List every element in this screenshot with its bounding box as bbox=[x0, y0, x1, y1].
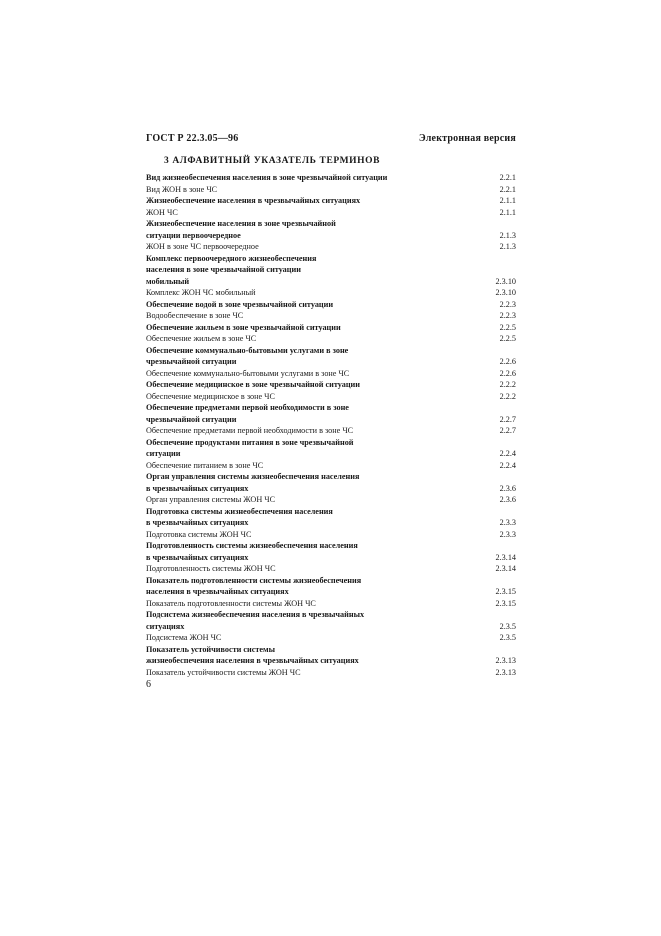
index-entry-abbrev bbox=[146, 184, 516, 196]
entry-reference: 2.2.1 bbox=[499, 173, 516, 182]
entry-term: Обеспечение медицинское в зоне ЧС bbox=[146, 391, 275, 401]
entry-reference: 2.3.14 bbox=[495, 564, 516, 573]
entry-reference: 2.3.10 bbox=[495, 276, 516, 286]
entry-reference: 2.2.2 bbox=[499, 380, 516, 389]
entry-reference: 2.3.10 bbox=[495, 288, 516, 297]
index-entry-term bbox=[146, 609, 516, 632]
entry-term: Комплекс первоочередного жизнеобеспечения населения в зоне чрезвычайной ситуации мобильный bbox=[146, 253, 317, 286]
index-entry-term bbox=[146, 379, 516, 391]
index-entry-term bbox=[146, 322, 516, 334]
index-entry-term bbox=[146, 195, 516, 207]
index-entry-term bbox=[146, 345, 516, 368]
entry-term: Показатель устойчивости системы жизнеобеспечения населения в чрезвычайных ситуациях bbox=[146, 644, 359, 665]
entry-reference: 2.3.15 bbox=[495, 587, 516, 596]
entry-term: Обеспечение жильем в зоне ЧС bbox=[146, 334, 257, 343]
entry-reference: 2.2.3 bbox=[499, 311, 516, 320]
index-entry-term bbox=[146, 437, 516, 460]
entry-term: Обеспечение медицинское в зоне чрезвычайной ситуации bbox=[146, 380, 360, 389]
entry-term: Комплекс ЖОН ЧС мобильный bbox=[146, 288, 256, 297]
entry-term: Подготовка системы жизнеобеспечения населения в чрезвычайных ситуациях bbox=[146, 506, 333, 527]
entry-reference: 2.2.5 bbox=[499, 322, 516, 332]
entry-reference: 2.3.5 bbox=[499, 633, 516, 642]
entry-term: Орган управления системы ЖОН ЧС bbox=[146, 495, 276, 504]
entry-term: Вид жизнеобеспечения населения в зоне чрезвычайной ситуации bbox=[146, 173, 388, 182]
entry-term: Подсистема жизнеобеспечения населения в чрезвычайных ситуациях bbox=[146, 610, 365, 631]
entry-reference: 2.3.13 bbox=[495, 656, 516, 665]
entry-term: ЖОН в зоне ЧС первоочередное bbox=[146, 242, 259, 251]
section-title: 3 АЛФАВИТНЫЙ УКАЗАТЕЛЬ ТЕРМИНОВ bbox=[164, 156, 381, 166]
entry-term: Обеспечение водой в зоне чрезвычайной ситуации bbox=[146, 299, 334, 309]
entry-term: Обеспечение коммунально-бытовыми услугами в зоне ЧС bbox=[146, 368, 350, 378]
entry-reference: 2.3.3 bbox=[499, 529, 516, 539]
index-entry-abbrev bbox=[146, 310, 516, 322]
index-entry-abbrev bbox=[146, 598, 516, 610]
index-entry-abbrev bbox=[146, 667, 516, 679]
entry-reference: 2.3.6 bbox=[499, 483, 516, 493]
terms-index bbox=[146, 172, 516, 678]
entry-term: Подготовленность системы ЖОН ЧС bbox=[146, 564, 276, 573]
entry-reference: 2.1.3 bbox=[499, 230, 516, 240]
index-entry-abbrev bbox=[146, 425, 516, 437]
entry-reference: 2.3.5 bbox=[499, 621, 516, 631]
entry-term: Вид ЖОН в зоне ЧС bbox=[146, 184, 218, 194]
entry-term: Жизнеобеспечение населения в зоне чрезвычайной ситуации первоочередное bbox=[146, 219, 336, 240]
index-entry-term bbox=[146, 540, 516, 563]
entry-term: Показатель устойчивости системы ЖОН ЧС bbox=[146, 667, 301, 677]
index-entry-term bbox=[146, 253, 516, 288]
entry-term: Показатель подготовленности системы ЖОН ЧС bbox=[146, 598, 316, 608]
standard-number: ГОСТ Р 22.3.05—96 bbox=[146, 133, 239, 144]
entry-reference: 2.3.3 bbox=[499, 518, 516, 527]
entry-term: Подсистема ЖОН ЧС bbox=[146, 633, 222, 642]
entry-reference: 2.2.2 bbox=[499, 391, 516, 401]
index-entry-abbrev bbox=[146, 333, 516, 345]
entry-reference: 2.1.3 bbox=[499, 242, 516, 251]
page-number: 6 bbox=[146, 679, 151, 690]
entry-reference: 2.2.1 bbox=[499, 184, 516, 194]
entry-term: Подготовка системы ЖОН ЧС bbox=[146, 529, 252, 539]
entry-reference: 2.3.13 bbox=[495, 667, 516, 677]
entry-reference: 2.3.6 bbox=[499, 495, 516, 504]
entry-term: Водообеспечение в зоне ЧС bbox=[146, 311, 244, 320]
entry-term: Обеспечение жильем в зоне чрезвычайной ситуации bbox=[146, 322, 341, 332]
index-entry-term bbox=[146, 644, 516, 667]
index-entry-abbrev bbox=[146, 207, 516, 219]
entry-reference: 2.2.7 bbox=[499, 426, 516, 435]
index-entry-abbrev bbox=[146, 563, 516, 575]
index-entry-abbrev bbox=[146, 632, 516, 644]
index-entry-abbrev bbox=[146, 368, 516, 380]
index-entry-abbrev bbox=[146, 494, 516, 506]
entry-reference: 2.1.1 bbox=[499, 207, 516, 217]
entry-reference: 2.2.6 bbox=[499, 368, 516, 378]
entry-term: Обеспечение коммунально-бытовыми услугами в зоне чрезвычайной ситуации bbox=[146, 345, 349, 366]
entry-term: Обеспечение предметами первой необходимости в зоне чрезвычайной ситуации bbox=[146, 403, 349, 424]
index-entry-term bbox=[146, 299, 516, 311]
entry-reference: 2.3.14 bbox=[495, 552, 516, 562]
index-entry-abbrev bbox=[146, 287, 516, 299]
entry-reference: 2.2.6 bbox=[499, 357, 516, 366]
index-entry-term bbox=[146, 575, 516, 598]
entry-reference: 2.2.4 bbox=[499, 460, 516, 470]
entry-term: Обеспечение питанием в зоне ЧС bbox=[146, 460, 264, 470]
index-entry-term bbox=[146, 402, 516, 425]
index-entry-term bbox=[146, 172, 516, 184]
index-entry-term bbox=[146, 471, 516, 494]
index-entry-abbrev bbox=[146, 529, 516, 541]
entry-reference: 2.2.5 bbox=[499, 334, 516, 343]
entry-term: ЖОН ЧС bbox=[146, 207, 178, 217]
index-entry-term bbox=[146, 506, 516, 529]
entry-term: Подготовленность системы жизнеобеспечения населения в чрезвычайных ситуациях bbox=[146, 541, 358, 562]
entry-term: Обеспечение предметами первой необходимости в зоне ЧС bbox=[146, 426, 354, 435]
index-entry-abbrev bbox=[146, 460, 516, 472]
entry-reference: 2.2.7 bbox=[499, 414, 516, 424]
entry-reference: 2.3.15 bbox=[495, 598, 516, 608]
index-entry-term bbox=[146, 218, 516, 241]
index-entry-abbrev bbox=[146, 391, 516, 403]
entry-term: Жизнеобеспечение населения в чрезвычайных ситуациях bbox=[146, 196, 361, 205]
version-label: Электронная версия bbox=[418, 133, 516, 144]
entry-term: Показатель подготовленности системы жизнеобеспечения населения в чрезвычайных ситуациях bbox=[146, 575, 362, 596]
entry-term: Обеспечение продуктами питания в зоне чрезвычайной ситуации bbox=[146, 437, 354, 458]
entry-reference: 2.2.4 bbox=[499, 449, 516, 458]
entry-term: Орган управления системы жизнеобеспечения населения в чрезвычайных ситуациях bbox=[146, 472, 360, 493]
entry-reference: 2.2.3 bbox=[499, 299, 516, 309]
entry-reference: 2.1.1 bbox=[499, 196, 516, 205]
index-entry-abbrev bbox=[146, 241, 516, 253]
